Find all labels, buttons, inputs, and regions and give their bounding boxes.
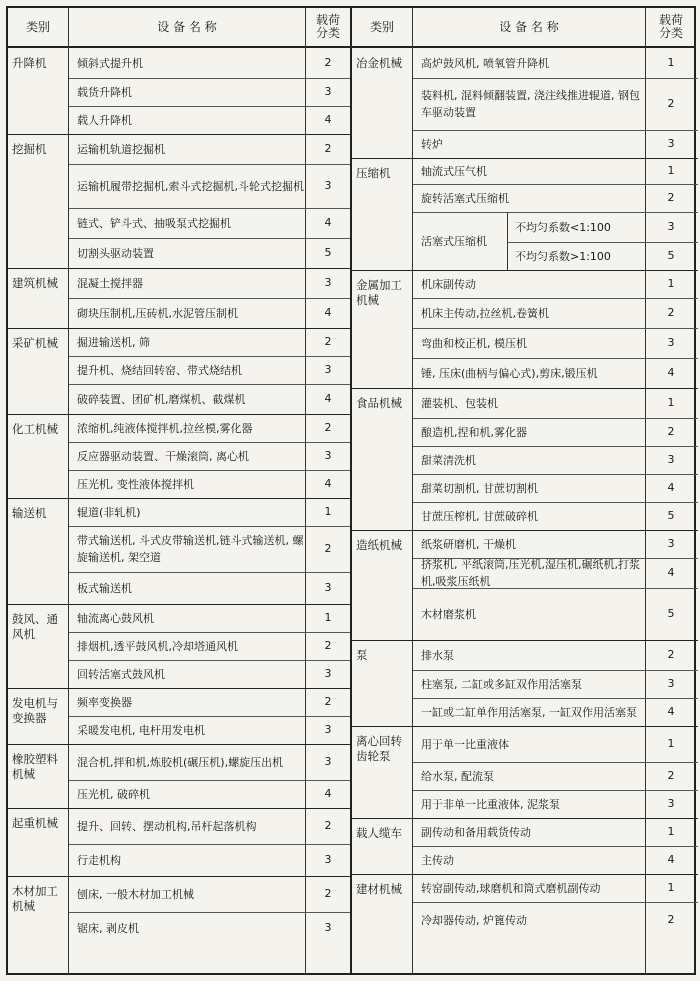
category-label: 金属加工机械	[356, 278, 402, 307]
device-name: 排烟机,透平鼓风机,冷却塔通风机	[77, 639, 238, 653]
device-name: 反应器驱动装置、干燥滚筒, 离心机	[77, 449, 249, 463]
device-name: 机床副传动	[421, 277, 476, 291]
load-class-value: 3	[324, 449, 332, 462]
device-name: 破碎装置、团矿机,磨煤机、截煤机	[77, 392, 246, 406]
header-category: 类别	[369, 19, 394, 34]
load-class-value: 1	[324, 611, 332, 624]
device-name: 提升、回转、摆动机构,吊杆起落机构	[77, 819, 257, 833]
device-name: 锤, 压床(曲柄与偏心式),剪床,锻压机	[421, 366, 598, 380]
load-class-value: 4	[324, 113, 332, 126]
device-sub-condition: 不均匀系数>1:100	[515, 249, 611, 263]
device-name: 载人升降机	[77, 113, 132, 127]
load-class-value: 3	[667, 220, 675, 233]
load-class-value: 5	[667, 607, 675, 620]
device-name: 旋转活塞式压缩机	[421, 191, 509, 205]
load-class-value: 4	[667, 366, 675, 379]
device-name: 用于单一比重液体	[421, 737, 509, 751]
device-name: 灌装机、包装机	[421, 396, 498, 410]
load-class-value: 4	[667, 853, 675, 866]
load-class-value: 3	[324, 179, 332, 192]
device-name: 运输机轨道挖掘机	[77, 142, 165, 156]
device-name: 木材磨浆机	[421, 607, 476, 621]
load-class-value: 3	[667, 336, 675, 349]
category-label: 建筑机械	[12, 276, 58, 290]
load-class-value: 1	[667, 825, 675, 838]
category-label: 发电机与变换器	[12, 696, 58, 725]
load-class-value: 3	[324, 755, 332, 768]
load-class-value: 4	[324, 392, 332, 405]
load-class-value: 4	[324, 787, 332, 800]
device-name: 混凝土搅拌器	[77, 276, 143, 290]
load-class-value: 2	[324, 142, 332, 155]
load-class-value: 2	[324, 887, 332, 900]
device-name: 行走机构	[77, 853, 121, 867]
category-label: 升降机	[12, 56, 47, 70]
load-class-value: 5	[324, 246, 332, 259]
category-label: 压缩机	[356, 166, 391, 180]
load-class-value: 2	[324, 421, 332, 434]
load-class-value: 3	[667, 797, 675, 810]
header-device-name: 设 备 名 称	[499, 19, 559, 34]
load-class-value: 1	[667, 881, 675, 894]
load-class-value: 1	[667, 56, 675, 69]
device-name: 给水泵, 配流泵	[421, 769, 494, 783]
load-class-value: 3	[324, 276, 332, 289]
device-name: 甘蔗压榨机, 甘蔗破碎机	[421, 509, 538, 523]
category-label: 化工机械	[12, 422, 58, 436]
device-name: 锯床, 剥皮机	[77, 921, 139, 935]
device-name: 倾斜式提升机	[77, 56, 143, 70]
category-label: 挖掘机	[12, 142, 47, 156]
device-name: 用于非单一比重液体, 泥浆泵	[421, 797, 560, 811]
category-label: 输送机	[12, 506, 47, 520]
category-label: 食品机械	[356, 396, 402, 410]
load-class-value: 2	[667, 191, 675, 204]
category-label: 冶金机械	[356, 56, 402, 70]
device-name: 转炉	[421, 137, 443, 151]
load-class-value: 1	[667, 396, 675, 409]
load-class-value: 2	[324, 695, 332, 708]
device-name: 压光机, 变性液体搅拌机	[77, 477, 194, 491]
load-class-value: 3	[667, 677, 675, 690]
device-name: 酿造机,捏和机,雾化器	[421, 425, 527, 439]
load-class-value: 3	[667, 137, 675, 150]
category-label: 建材机械	[356, 882, 402, 896]
device-name: 活塞式压缩机	[421, 234, 487, 248]
device-name: 甜菜清洗机	[421, 453, 476, 467]
header-device-name: 设 备 名 称	[157, 19, 217, 34]
device-name: 挤浆机, 平纸滚筒,压光机,湿压机,碾纸机,打浆机,吸浆压纸机	[421, 558, 640, 588]
device-name: 甜菜切割机, 甘蔗切割机	[421, 481, 538, 495]
load-class-value: 2	[667, 913, 675, 926]
device-name: 切割头驱动装置	[77, 246, 154, 260]
load-class-value: 3	[324, 723, 332, 736]
load-classification-table-page	[6, 6, 696, 975]
device-name: 带式输送机, 斗式皮带输送机,链斗式输送机, 螺旋输送机, 架空道	[77, 534, 304, 564]
category-label: 载人缆车	[356, 826, 402, 840]
header-category: 类别	[25, 19, 50, 34]
category-label: 离心回转齿轮泵	[356, 734, 402, 763]
category-label: 采矿机械	[12, 336, 58, 350]
device-name: 浓缩机,纯液体搅拌机,拉丝模,雾化器	[77, 421, 253, 435]
load-class-value: 1	[667, 737, 675, 750]
load-class-value: 4	[324, 306, 332, 319]
device-name: 载货升降机	[77, 85, 132, 99]
category-label: 造纸机械	[356, 538, 402, 552]
load-class-value: 3	[667, 537, 675, 550]
device-name: 掘进输送机, 筛	[77, 335, 150, 349]
device-name: 提升机、烧结回转窑、带式烧结机	[77, 363, 242, 377]
load-class-value: 3	[667, 453, 675, 466]
table-frame	[6, 6, 696, 975]
device-name: 刨床, 一般木材加工机械	[77, 887, 194, 901]
load-class-value: 3	[324, 853, 332, 866]
device-sub-condition: 不均匀系数<1:100	[515, 220, 611, 234]
load-class-value: 1	[324, 505, 332, 518]
load-class-value: 3	[324, 363, 332, 376]
category-label: 起重机械	[12, 816, 58, 830]
header-load-class: 载荷 分类	[315, 13, 340, 40]
load-class-value: 2	[324, 639, 332, 652]
device-name: 装料机, 混料倾翻装置, 浇注线推进辊道, 钢包车驱动装置	[421, 89, 640, 119]
category-label: 泵	[356, 648, 368, 662]
category-label: 橡胶塑料机械	[12, 752, 58, 781]
device-name: 副传动和备用载货传动	[421, 825, 531, 839]
category-label: 鼓风、通风机	[12, 612, 58, 641]
device-name: 弯曲和校正机, 模压机	[421, 336, 527, 350]
device-name: 柱塞泵, 二缸或多缸双作用活塞泵	[421, 677, 582, 691]
load-class-value: 2	[324, 542, 332, 555]
device-name: 辊道(非轧机)	[77, 505, 141, 519]
load-class-value: 2	[667, 97, 675, 110]
header-load-class: 载荷 分类	[658, 13, 683, 40]
device-name: 板式输送机	[77, 581, 132, 595]
load-class-value: 4	[667, 481, 675, 494]
device-name: 纸浆研磨机, 干燥机	[421, 537, 516, 551]
device-name: 冷却器传动, 炉篦传动	[421, 913, 527, 927]
load-class-value: 2	[667, 306, 675, 319]
device-name: 一缸或二缸单作用活塞泵, 一缸双作用活塞泵	[421, 705, 637, 719]
device-name: 运输机履带挖掘机,索斗式挖掘机,斗轮式挖掘机	[77, 179, 304, 193]
device-name: 高炉鼓风机, 喷氧管升降机	[421, 56, 549, 70]
left-table	[8, 8, 350, 973]
load-class-value: 5	[667, 509, 675, 522]
load-class-value: 5	[667, 249, 675, 262]
load-class-value: 2	[324, 335, 332, 348]
device-name: 轴流离心鼓风机	[77, 611, 154, 625]
load-class-value: 4	[324, 477, 332, 490]
load-class-value: 2	[324, 819, 332, 832]
load-class-value: 4	[667, 705, 675, 718]
load-class-value: 1	[667, 277, 675, 290]
load-class-value: 4	[324, 216, 332, 229]
load-class-value: 3	[324, 85, 332, 98]
load-class-value: 2	[667, 425, 675, 438]
device-name: 频率变换器	[77, 695, 132, 709]
load-class-value: 3	[324, 921, 332, 934]
device-name: 机床主传动,拉丝机,卷簧机	[421, 306, 549, 320]
load-class-value: 4	[667, 566, 675, 579]
device-name: 采暖发电机, 电杆用发电机	[77, 723, 205, 737]
device-name: 压光机, 破碎机	[77, 787, 150, 801]
device-name: 转窑副传动,球磨机和筒式磨机副传动	[421, 881, 601, 895]
device-name: 排水泵	[421, 648, 454, 662]
load-class-value: 3	[324, 581, 332, 594]
right-table	[350, 8, 696, 973]
device-name: 混合机,拌和机,炼胶机(碾压机),螺旋压出机	[77, 755, 284, 769]
load-class-value: 2	[324, 56, 332, 69]
device-name: 砌块压制机,压砖机,水泥管压制机	[77, 306, 238, 320]
load-class-value: 2	[667, 769, 675, 782]
device-name: 链式、铲斗式、抽吸泵式挖掘机	[77, 216, 231, 230]
device-name: 主传动	[421, 853, 454, 867]
load-class-value: 3	[324, 667, 332, 680]
load-class-value: 2	[667, 648, 675, 661]
category-label: 木材加工机械	[12, 884, 58, 913]
left-table-header	[8, 8, 350, 48]
device-name: 回转活塞式鼓风机	[77, 667, 165, 681]
device-name: 轴流式压气机	[421, 164, 487, 178]
load-class-value: 1	[667, 164, 675, 177]
